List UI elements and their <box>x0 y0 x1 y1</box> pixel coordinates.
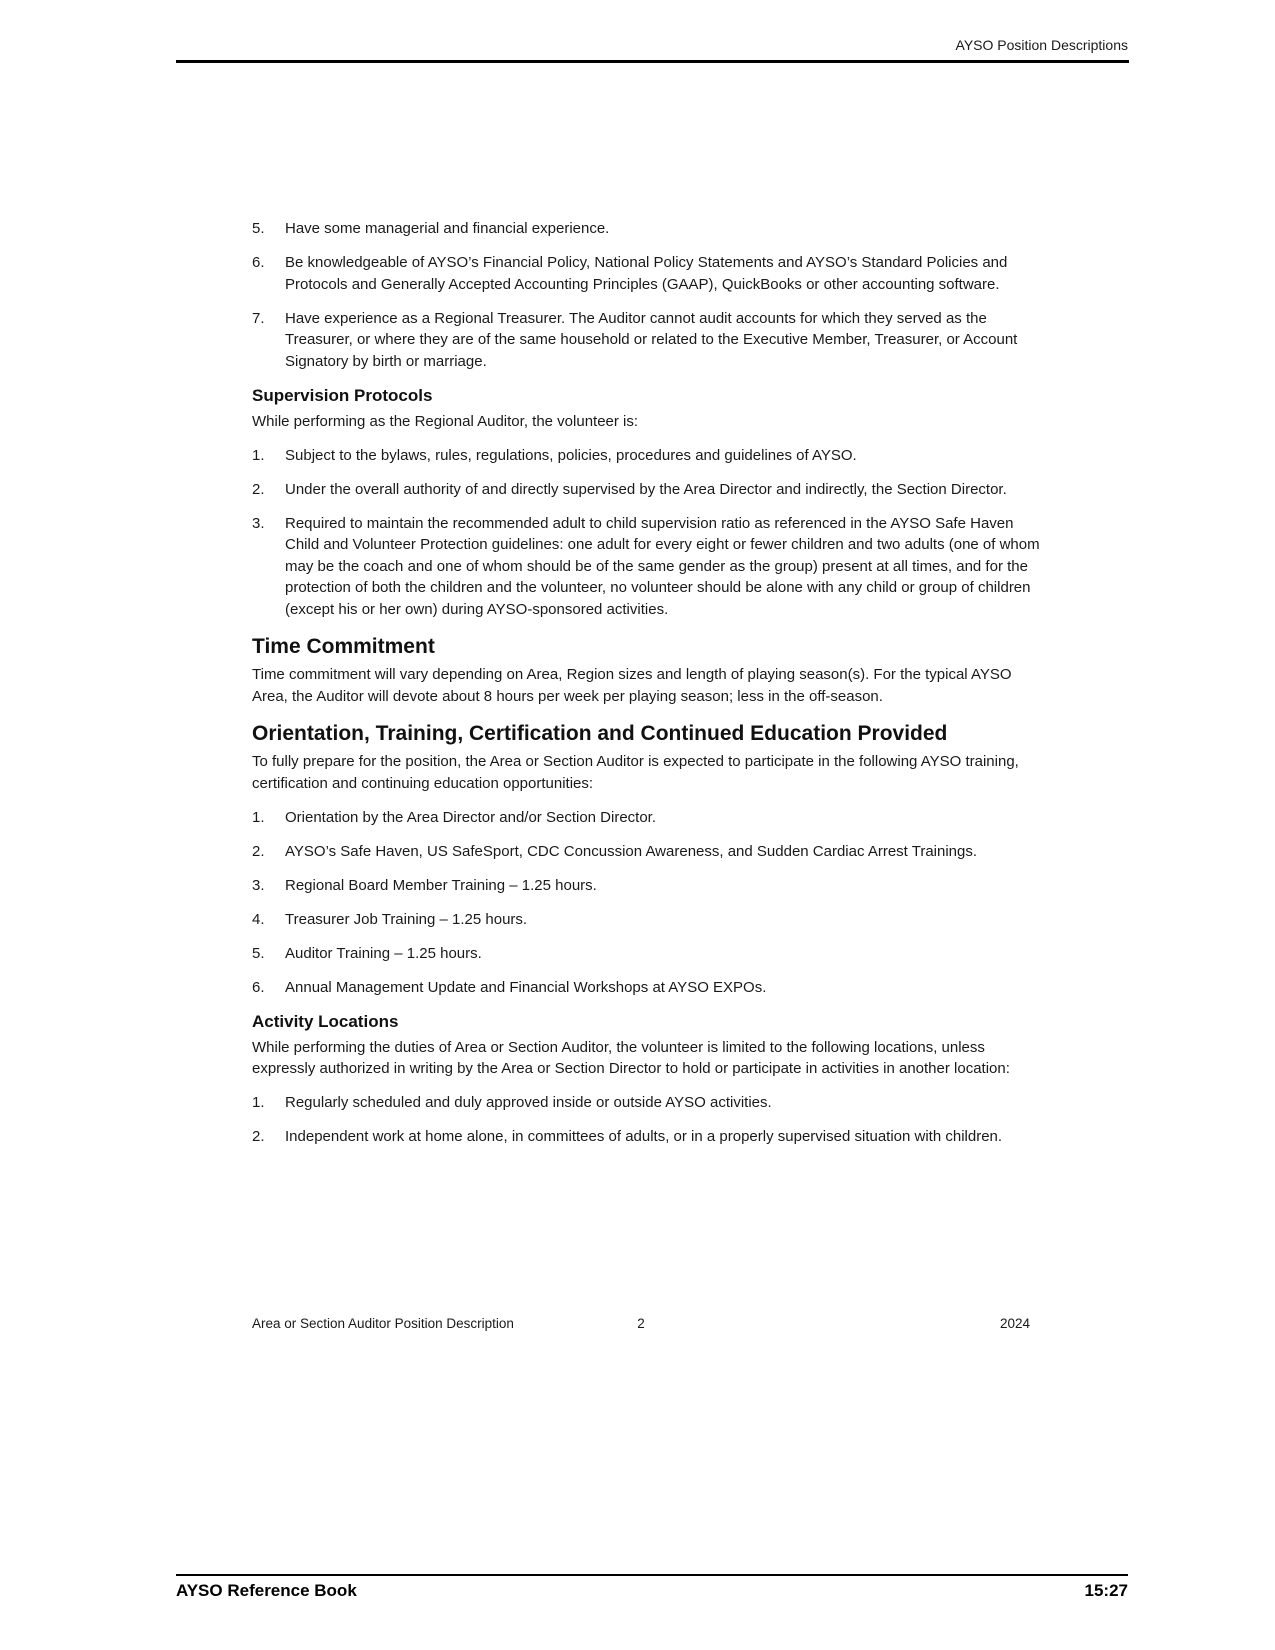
list-item-number: 5. <box>252 944 265 962</box>
bottom-divider <box>176 1574 1128 1576</box>
list-item <box>252 218 1048 240</box>
list-item-text: AYSO’s Safe Haven, US SafeSport, CDC Concussion Awareness, and Sudden Cardiac Arrest Trainings. <box>285 842 978 860</box>
list-item-number: 2. <box>252 1128 265 1145</box>
list-item-text: Have experience as a Regional Treasurer. The Auditor cannot audit accounts for which they served as the Treasurer, or where they are of the same household or related to the Executive Member, Treasurer, or Account Signatory by birth or marriage. <box>285 309 1018 370</box>
header-divider <box>176 60 1129 63</box>
list-item-text: Regional Board Member Training – 1.25 hours. <box>285 876 597 894</box>
reference-book-label: AYSO Reference Book <box>176 1581 357 1600</box>
activity-locations-heading: Activity Locations <box>252 1011 399 1031</box>
list-item-number: 2. <box>252 480 265 498</box>
list-item-number: 6. <box>252 978 265 996</box>
list-item-text: Treasurer Job Training – 1.25 hours. <box>285 910 528 928</box>
page-header-title: AYSO Position Descriptions <box>955 37 1128 53</box>
list-item-text: Independent work at home alone, in committees of adults, or in a properly supervised situation with children. <box>285 1128 1003 1145</box>
list-item-text: Auditor Training – 1.25 hours. <box>285 944 482 962</box>
list-item <box>252 308 1048 373</box>
list-item-number: 3. <box>252 876 265 894</box>
list-item-number: 6. <box>252 254 265 271</box>
list-item <box>252 1126 1048 1148</box>
list-item <box>252 943 1048 965</box>
list-item <box>252 875 1048 897</box>
activity-locations-intro: While performing the duties of Area or Section Auditor, the volunteer is limited to the following locations, unless expressly authorized in writing by the Area or Section Director to hold or participate in activities in another location: <box>252 1038 1010 1077</box>
list-item <box>252 252 1048 295</box>
list-item <box>252 479 1048 501</box>
list-item-text: Subject to the bylaws, rules, regulations, policies, procedures and guidelines of AYSO. <box>285 446 857 464</box>
list-item-text: Be knowledgeable of AYSO’s Financial Policy, National Policy Statements and AYSO’s Standard Policies and Protocols and Generally Accepted Accounting Principles (GAAP), QuickBooks or other accounting software. <box>285 254 1008 293</box>
list-item-number: 1. <box>252 446 265 464</box>
list-item-number: 1. <box>252 808 265 826</box>
supervision-intro: While performing as the Regional Auditor, the volunteer is: <box>252 412 639 430</box>
list-item-number: 3. <box>252 514 265 532</box>
time-commitment-body: Time commitment will vary depending on Area, Region sizes and length of playing season(s). For the typical AYSO Area, the Auditor will devote about 8 hours per week per playing season; less in the off-season. <box>252 666 1012 705</box>
bottom-bar <box>176 1581 1128 1601</box>
list-item <box>252 977 1048 999</box>
list-item-number: 1. <box>252 1094 265 1111</box>
list-item-number: 5. <box>252 220 265 237</box>
list-item-text: Orientation by the Area Director and/or Section Director. <box>285 808 657 826</box>
list-item <box>252 445 1048 467</box>
time-commitment-heading: Time Commitment <box>252 635 435 658</box>
list-item-text: Regularly scheduled and duly approved inside or outside AYSO activities. <box>285 1094 772 1111</box>
list-item-text: Annual Management Update and Financial Workshops at AYSO EXPOs. <box>285 978 767 996</box>
list-item <box>252 807 1048 829</box>
footer-page-number: 2 <box>637 1316 645 1331</box>
list-item <box>252 909 1048 931</box>
footer-year: 2024 <box>999 1316 1031 1331</box>
list-item-number: 7. <box>252 309 265 327</box>
bottom-bar-time: 15:27 <box>1084 1581 1128 1600</box>
list-item-number: 2. <box>252 842 265 860</box>
qualifications-list <box>252 218 1048 372</box>
list-item-number: 4. <box>252 910 265 928</box>
footer-document-title: Area or Section Auditor Position Description <box>252 1316 514 1331</box>
orientation-intro: To fully prepare for the position, the Area or Section Auditor is expected to participate in the following AYSO training, certification and continuing education opportunities: <box>252 753 1019 792</box>
list-item-text: Have some managerial and financial experience. <box>285 220 610 237</box>
document-body <box>252 218 1048 1160</box>
supervision-list <box>252 445 1048 621</box>
orientation-heading: Orientation, Training, Certification and Continued Education Provided <box>252 722 948 745</box>
supervision-protocols-heading: Supervision Protocols <box>252 385 433 405</box>
activity-locations-list <box>252 1092 1048 1148</box>
list-item-text: Required to maintain the recommended adult to child supervision ratio as referenced in the AYSO Safe Haven Child and Volunteer Protection guidelines: one adult for every eight or fewer children and two adults (one of whom may be the coach and one of whom should be of the same gender as the group) present at all times, and for the protection of both the children and the volunteer, no volunteer should be alone with any child or group of children (except his or her own) during AYSO-sponsored activities. <box>285 514 1040 618</box>
list-item <box>252 841 1048 863</box>
list-item-text: Under the overall authority of and directly supervised by the Area Director and indirectly, the Section Director. <box>285 480 1007 498</box>
list-item <box>252 1092 1048 1114</box>
list-item <box>252 513 1048 621</box>
orientation-list <box>252 807 1048 999</box>
page-footer <box>252 1316 1030 1331</box>
